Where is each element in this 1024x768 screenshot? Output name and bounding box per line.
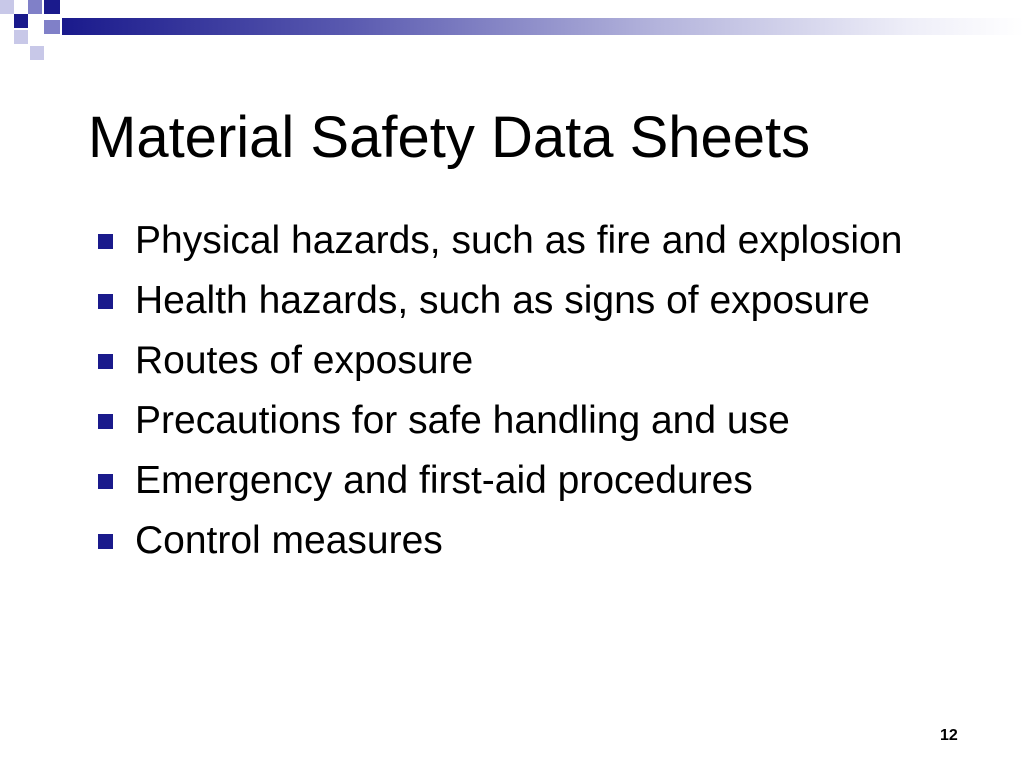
square-bullet-icon <box>98 354 113 369</box>
square-bullet-icon <box>98 234 113 249</box>
decor-square <box>28 0 42 14</box>
list-item <box>98 456 918 506</box>
decor-square <box>44 20 60 34</box>
decor-square <box>30 46 44 60</box>
bullet-text: Routes of exposure <box>135 339 474 382</box>
decor-square <box>44 0 60 14</box>
square-bullet-icon <box>98 294 113 309</box>
square-bullet-icon <box>98 474 113 489</box>
decor-square <box>14 30 28 44</box>
square-bullet-icon <box>98 534 113 549</box>
list-item <box>98 216 918 266</box>
list-item <box>98 516 918 566</box>
bullet-list <box>98 216 918 576</box>
square-bullet-icon <box>98 414 113 429</box>
list-item <box>98 396 918 446</box>
slide-title: Material Safety Data Sheets <box>88 105 811 170</box>
header-gradient-band <box>62 18 1024 35</box>
decor-square <box>0 0 14 14</box>
list-item <box>98 276 918 326</box>
decor-square <box>14 14 28 28</box>
bullet-text: Precautions for safe handling and use <box>135 399 790 442</box>
list-item <box>98 336 918 386</box>
page-number: 12 <box>940 727 958 744</box>
bullet-text: Physical hazards, such as fire and explosion <box>135 219 903 262</box>
bullet-text: Control measures <box>135 519 443 562</box>
bullet-text: Emergency and first-aid procedures <box>135 459 753 502</box>
bullet-text: Health hazards, such as signs of exposure <box>135 279 870 322</box>
